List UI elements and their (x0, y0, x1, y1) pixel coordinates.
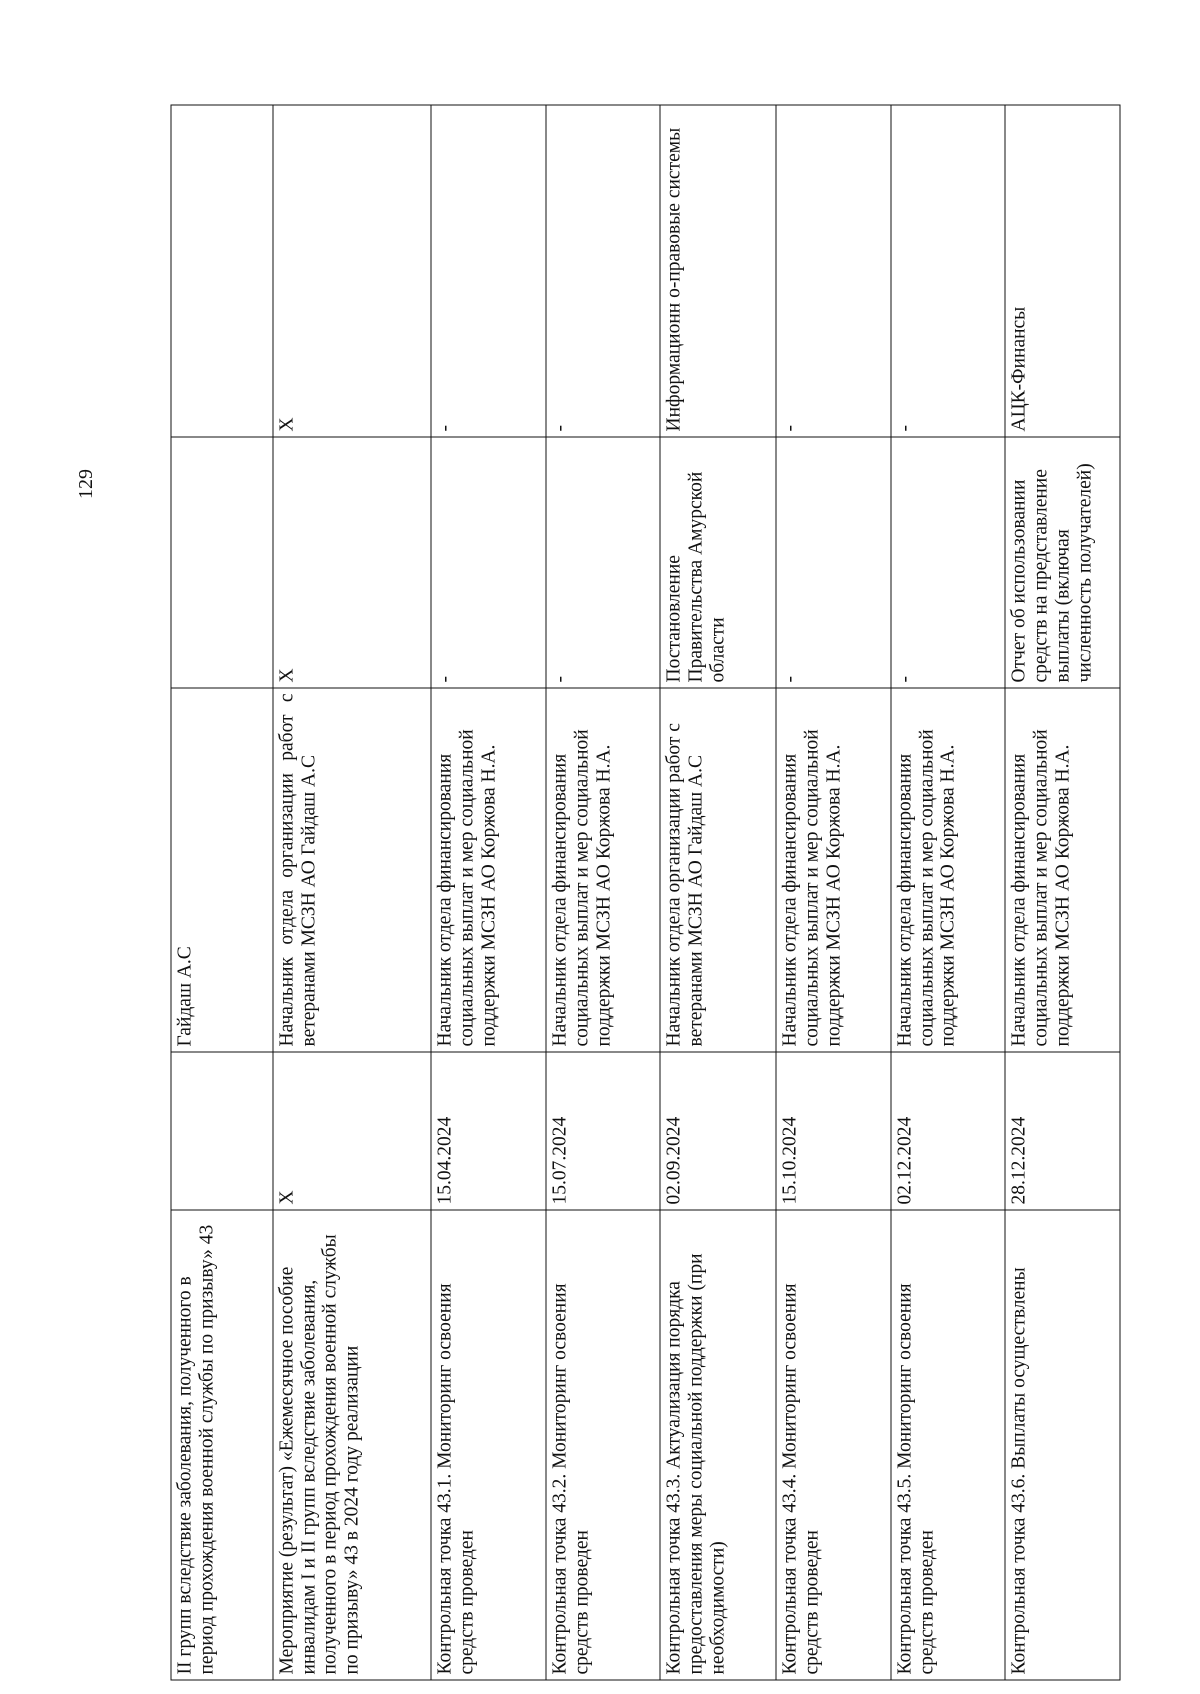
table-row (431, 105, 546, 1680)
cell-responsible: Начальник отдела организации работ с ветеранами МСЗН АО Гайдаш А.С (660, 688, 776, 1052)
cell-responsible: Начальник отдела финансирования социальных выплат и мер социальной поддержки МСЗН АО Коржова Н.А. (776, 688, 891, 1052)
cell-name: Контрольная точка 43.6. Выплаты осуществлены (1005, 1210, 1120, 1680)
cell-date (171, 1052, 273, 1210)
cell-system: - (890, 105, 1005, 437)
cell-name: Контрольная точка 43.5. Мониторинг освоения средств проведен (890, 1210, 1005, 1680)
cell-system: - (545, 105, 660, 437)
cell-document: Постановление Правительства Амурской области (660, 437, 776, 688)
cell-system: АЦК-Финансы (1005, 105, 1120, 437)
table-row (272, 105, 431, 1680)
cell-system: - (431, 105, 546, 437)
cell-document: - (431, 437, 546, 688)
cell-document: - (890, 437, 1005, 688)
cell-date: 15.10.2024 (776, 1052, 891, 1210)
page-number: 129 (75, 469, 97, 499)
cell-document: - (776, 437, 891, 688)
table-row (545, 105, 660, 1680)
cell-date: 02.12.2024 (890, 1052, 1005, 1210)
cell-system: Информационн о-правовые системы (660, 105, 776, 437)
cell-date: 28.12.2024 (1005, 1052, 1120, 1210)
cell-document: Отчет об использовании средств на представление выплаты (включая численность получателей) (1005, 437, 1120, 688)
cell-document: X (272, 437, 431, 688)
rotated-table-container (170, 105, 1120, 1680)
cell-responsible: Начальник отдела финансирования социальных выплат и мер социальной поддержки МСЗН АО Коржова Н.А. (545, 688, 660, 1052)
cell-name: Мероприятие (результат) «Ежемесячное пособие инвалидам I и II групп вследствие заболевания, полученного в период прохождения военной службы по призыву» 43 в 2024 году реализации (272, 1210, 431, 1680)
cell-name: Контрольная точка 43.2. Мониторинг освоения средств проведен (545, 1210, 660, 1680)
cell-date: 15.07.2024 (545, 1052, 660, 1210)
cell-date: 02.09.2024 (660, 1052, 776, 1210)
cell-responsible: Начальник отдела финансирования социальных выплат и мер социальной поддержки МСЗН АО Коржова Н.А. (890, 688, 1005, 1052)
cell-document: - (545, 437, 660, 688)
cell-responsible: Начальник отдела организации работ с ветеранами МСЗН АО Гайдаш А.С (272, 688, 431, 1052)
cell-name: Контрольная точка 43.4. Мониторинг освоения средств проведен (776, 1210, 891, 1680)
table-row (776, 105, 891, 1680)
cell-name: Контрольная точка 43.1. Мониторинг освоения средств проведен (431, 1210, 546, 1680)
cell-system (171, 105, 273, 437)
cell-date: X (272, 1052, 431, 1210)
cell-system: - (776, 105, 891, 437)
cell-name: II групп вследствие заболевания, полученного в период прохождения военной службы по призыву» 43 (171, 1210, 273, 1680)
cell-responsible: Начальник отдела финансирования социальных выплат и мер социальной поддержки МСЗН АО Коржова Н.А. (1005, 688, 1120, 1052)
cell-date: 15.04.2024 (431, 1052, 546, 1210)
cell-responsible: Начальник отдела финансирования социальных выплат и мер социальной поддержки МСЗН АО Коржова Н.А. (431, 688, 546, 1052)
plan-table (170, 104, 1120, 1680)
table-row (890, 105, 1005, 1680)
table-row (1005, 105, 1120, 1680)
cell-document (171, 437, 273, 688)
table-row (660, 105, 776, 1680)
table-row (171, 105, 273, 1680)
cell-name: Контрольная точка 43.3. Актуализация порядка предоставления меры социальной поддержки (при необходимости) (660, 1210, 776, 1680)
cell-system: X (272, 105, 431, 437)
cell-responsible: Гайдаш А.С (171, 688, 273, 1052)
